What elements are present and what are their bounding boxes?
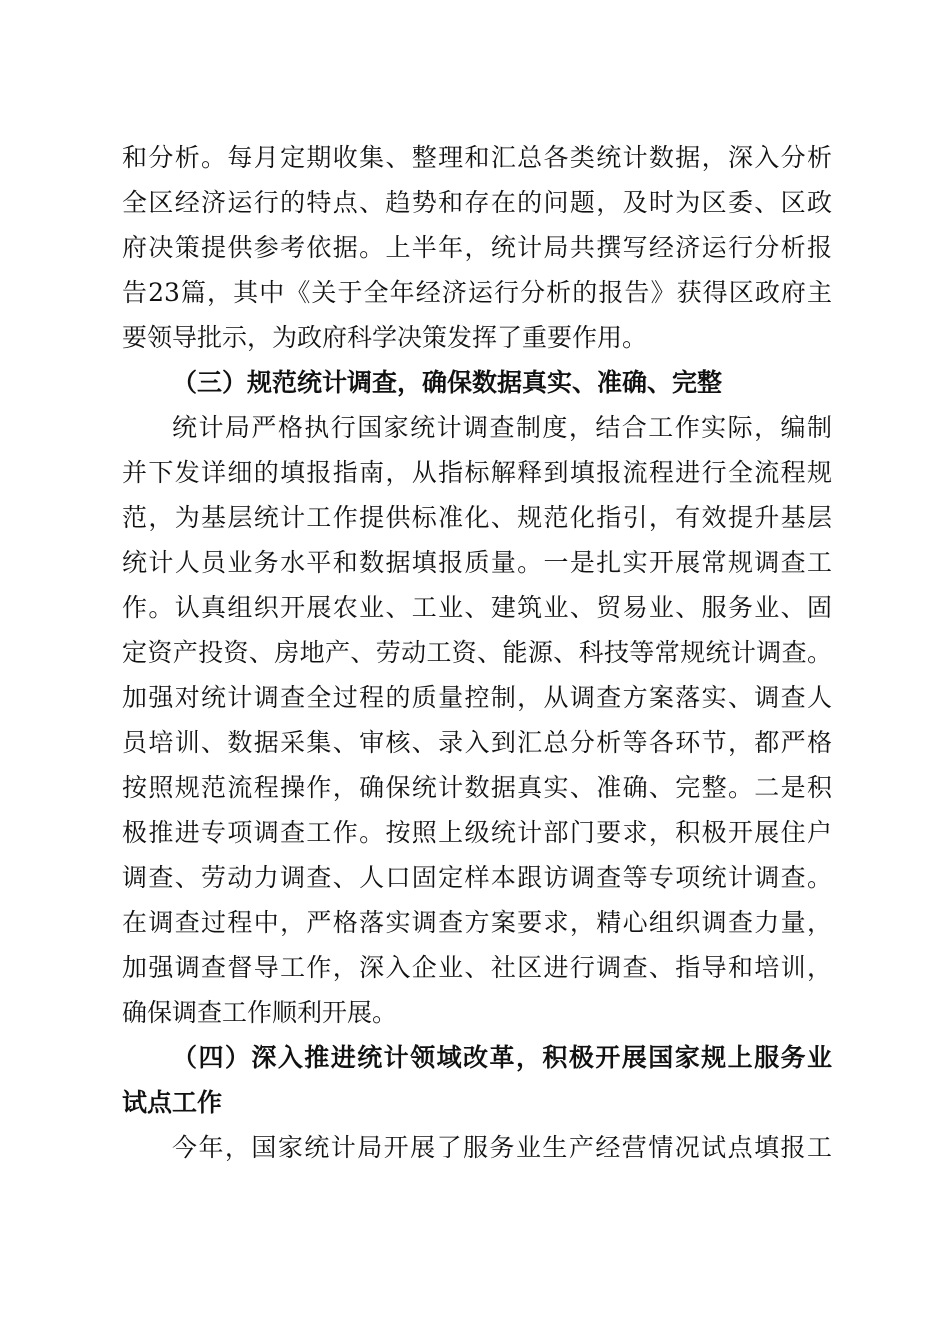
body-text-line: 全区经济运行的特点、趋势和存在的问题，及时为区委、区政 [122,188,832,217]
body-text-line: 统计局严格执行国家统计调查制度，结合工作实际，编制 [172,413,832,442]
body-text-line: 加强对统计调查全过程的质量控制，从调查方案落实、调查人 [122,683,832,712]
body-text-line: 告23篇，其中《关于全年经济运行分析的报告》获得区政府主 [122,278,832,307]
body-text-line: 极推进专项调查工作。按照上级统计部门要求，积极开展住户 [122,818,832,847]
body-text-line: 和分析。每月定期收集、整理和汇总各类统计数据，深入分析 [122,143,832,172]
body-text-line: 要领导批示，为政府科学决策发挥了重要作用。 [122,323,648,352]
body-text-line: 加强调查督导工作，深入企业、社区进行调查、指导和培训， [122,953,832,982]
body-text-line: 定资产投资、房地产、劳动工资、能源、科技等常规统计调查。 [122,638,832,667]
body-text-line: 作。认真组织开展农业、工业、建筑业、贸易业、服务业、固 [122,593,832,622]
section-heading-3: （三）规范统计调查，确保数据真实、准确、完整 [172,368,723,397]
body-text-line: 范，为基层统计工作提供标准化、规范化指引，有效提升基层 [122,503,832,532]
section-heading-4-continued: 试点工作 [122,1088,223,1117]
body-text-line: 在调查过程中，严格落实调查方案要求，精心组织调查力量， [122,908,832,937]
body-text-line: 调查、劳动力调查、人口固定样本跟访调查等专项统计调查。 [122,863,832,892]
body-text-line: 统计人员业务水平和数据填报质量。一是扎实开展常规调查工 [122,548,832,577]
body-text-line: 员培训、数据采集、审核、录入到汇总分析等各环节，都严格 [122,728,832,757]
body-text-line: 府决策提供参考依据。上半年，统计局共撰写经济运行分析报 [122,233,832,262]
body-text-line: 确保调查工作顺利开展。 [122,998,398,1027]
body-text-line: 按照规范流程操作，确保统计数据真实、准确、完整。二是积 [122,773,832,802]
body-text-line: 并下发详细的填报指南，从指标解释到填报流程进行全流程规 [122,458,832,487]
body-text-line: 今年，国家统计局开展了服务业生产经营情况试点填报工 [172,1133,832,1162]
section-heading-4: （四）深入推进统计领域改革，积极开展国家规上服务业 [172,1043,832,1072]
